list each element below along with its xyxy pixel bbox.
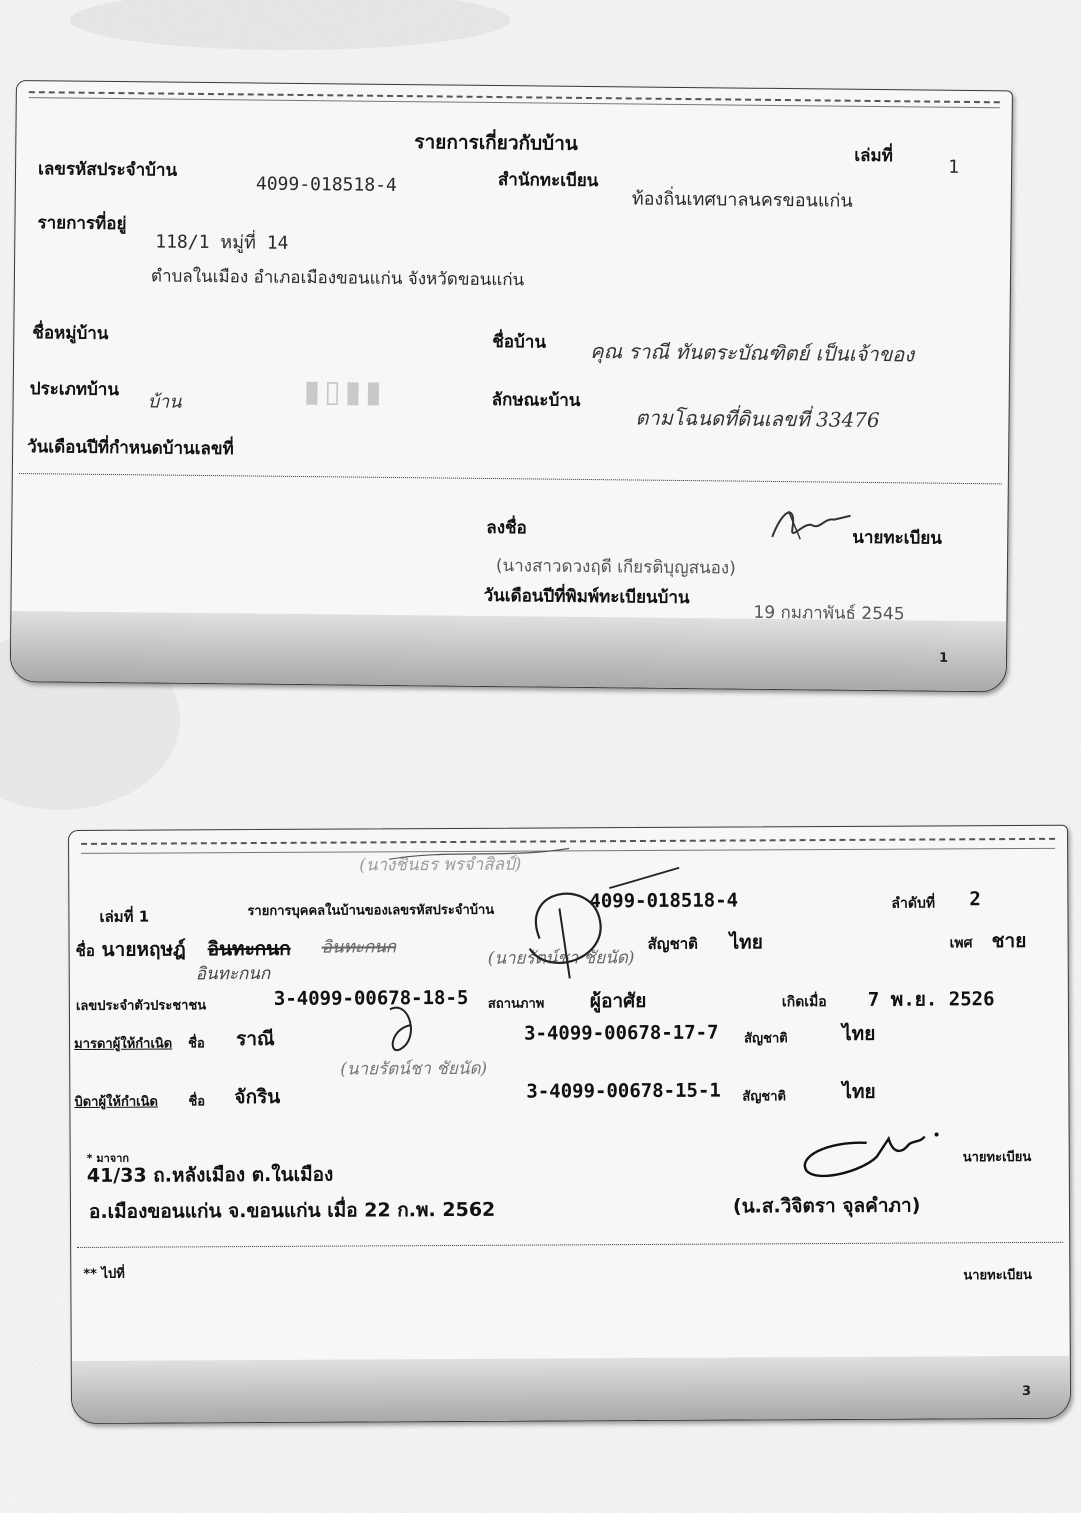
- name-struck: อินทะกนก: [207, 937, 291, 961]
- citizen-id-value: 3-4099-00678-18-5: [273, 986, 469, 1010]
- house-id-value: 4099-018518-4: [589, 889, 739, 913]
- annotation-middle: (นายรัตน์ชา ชัยนัด): [487, 948, 635, 969]
- status-label: สถานภาพ: [487, 996, 545, 1012]
- registrar-name: (น.ส.วิจิตรา จุลคำภา): [732, 1194, 921, 1218]
- mother-name: ราณี: [236, 1027, 275, 1051]
- born-label: เกิดเมื่อ: [781, 994, 827, 1011]
- card-bottom-band: [72, 1356, 1070, 1423]
- father-name: จักริน: [234, 1085, 281, 1109]
- to-label: ** ไปที่: [83, 1266, 125, 1282]
- house-type-value: บ้าน: [147, 391, 182, 413]
- annotation-lower: (นายรัตน์ชา ชัยนัด): [340, 1058, 488, 1080]
- sex-value: ชาย: [991, 929, 1027, 953]
- order-label: ลำดับที่: [891, 895, 936, 912]
- father-label: บิดาผู้ให้กำเนิด: [74, 1094, 158, 1110]
- from-line2: อ.เมืองขอนแก่น จ.ขอนแก่น เมื่อ 22 ก.พ. 2562: [88, 1198, 496, 1223]
- nationality-value: ไทย: [729, 931, 763, 954]
- registrar-label: นายทะเบียน: [962, 1149, 1032, 1166]
- dotted-divider: [77, 1242, 1063, 1248]
- mother-label: มารดาผู้ให้กำเนิด: [74, 1036, 173, 1052]
- from-label: * มาจาก: [86, 1151, 130, 1165]
- mother-nationality-label: สัญชาติ: [744, 1031, 788, 1047]
- status-value: ผู้อาศัย: [589, 989, 647, 1013]
- book-number: เล่มที่ 1: [99, 907, 150, 926]
- card-bottom-band: [11, 611, 1007, 691]
- office-value: ท้องถิ่นเทศบาลนครขอนแก่น: [631, 188, 853, 212]
- house-name-label: ชื่อบ้าน: [492, 332, 547, 353]
- book-label: เล่มที่: [854, 145, 893, 167]
- card-title: รายการเกี่ยวกับบ้าน: [414, 131, 578, 155]
- mother-nationality: ไทย: [842, 1022, 876, 1045]
- name-correction: อินทะกนก: [195, 963, 271, 985]
- house-nature-label: ลักษณะบ้าน: [491, 389, 581, 411]
- house-id-value: 4099-018518-4: [255, 173, 397, 196]
- house-nature-value: ตามโฉนดที่ดินเลขที่ 33476: [635, 405, 880, 433]
- address-label: รายการที่อยู่: [37, 213, 127, 235]
- sex-label: เพศ: [949, 935, 973, 952]
- name-value: นายหฤษฎ์: [101, 938, 186, 961]
- order-value: 2: [969, 888, 981, 911]
- number-date-label: วันเดือนปีที่กำหนดบ้านเลขที่: [27, 437, 234, 460]
- office-label: สำนักทะเบียน: [497, 170, 599, 192]
- father-id: 3-4099-00678-15-1: [526, 1079, 721, 1103]
- registrar-label-2: นายทะเบียน: [963, 1267, 1032, 1284]
- father-name-label: ชื่อ: [188, 1094, 206, 1110]
- registrar-name: (นางสาวดวงฤดี เกียรติบุญสนอง): [495, 556, 736, 579]
- mother-name-label: ชื่อ: [188, 1036, 205, 1052]
- top-dashed-line: [81, 838, 1055, 845]
- registrar-signature: [797, 1126, 947, 1187]
- citizen-id-label: เลขประจำตัวประชาชน: [75, 998, 207, 1014]
- father-nationality-label: สัญชาติ: [742, 1089, 787, 1105]
- mother-id: 3-4099-00678-17-7: [524, 1021, 719, 1045]
- name-handwritten: อินทะกนก: [321, 937, 397, 958]
- dotted-divider: [19, 473, 1002, 484]
- house-id-label: เลขรหัสประจำบ้าน: [37, 159, 178, 181]
- annotation-top: (นางชินธร พรจำสิลป์): [359, 854, 522, 876]
- person-list-label: รายการบุคคลในบ้านของเลขรหัสประจำบ้าน: [247, 902, 495, 920]
- house-info-card: [10, 80, 1013, 692]
- faded-stamp: ▮▯▮▮: [303, 374, 386, 410]
- house-type-label: ประเภทบ้าน: [29, 379, 120, 401]
- person-record-card: [68, 825, 1071, 1424]
- handwritten-marks: [359, 848, 690, 1060]
- page-number: 3: [1021, 1383, 1032, 1400]
- born-value: 7 พ.ย. 2526: [867, 988, 995, 1011]
- address-line2: ตำบลในเมือง อำเภอเมืองขอนแก่น จังหวัดขอนแก่น: [150, 266, 525, 291]
- sign-label: ลงชื่อ: [486, 517, 527, 539]
- from-line1: 41/33 ถ.หลังเมือง ต.ในเมือง: [86, 1163, 334, 1187]
- print-date-label: วันเดือนปีที่พิมพ์ทะเบียนบ้าน: [483, 585, 690, 609]
- village-label: ชื่อหมู่บ้าน: [32, 323, 109, 344]
- father-nationality: ไทย: [842, 1080, 876, 1103]
- print-date-value: 19 กุมภาพันธ์ 2545: [753, 602, 905, 625]
- name-label: ชื่อ: [75, 941, 95, 960]
- registrar-signature: [762, 499, 853, 550]
- book-value: 1: [948, 156, 960, 178]
- nationality-label: สัญชาติ: [647, 934, 698, 953]
- page-number: 1: [938, 650, 949, 666]
- house-name-value: คุณ ราณี ทันตระบัณฑิตย์ เป็นเจ้าของ: [590, 339, 915, 367]
- registrar-label: นายทะเบียน: [852, 527, 943, 549]
- address-line1: 118/1 หมู่ที่ 14: [155, 231, 289, 254]
